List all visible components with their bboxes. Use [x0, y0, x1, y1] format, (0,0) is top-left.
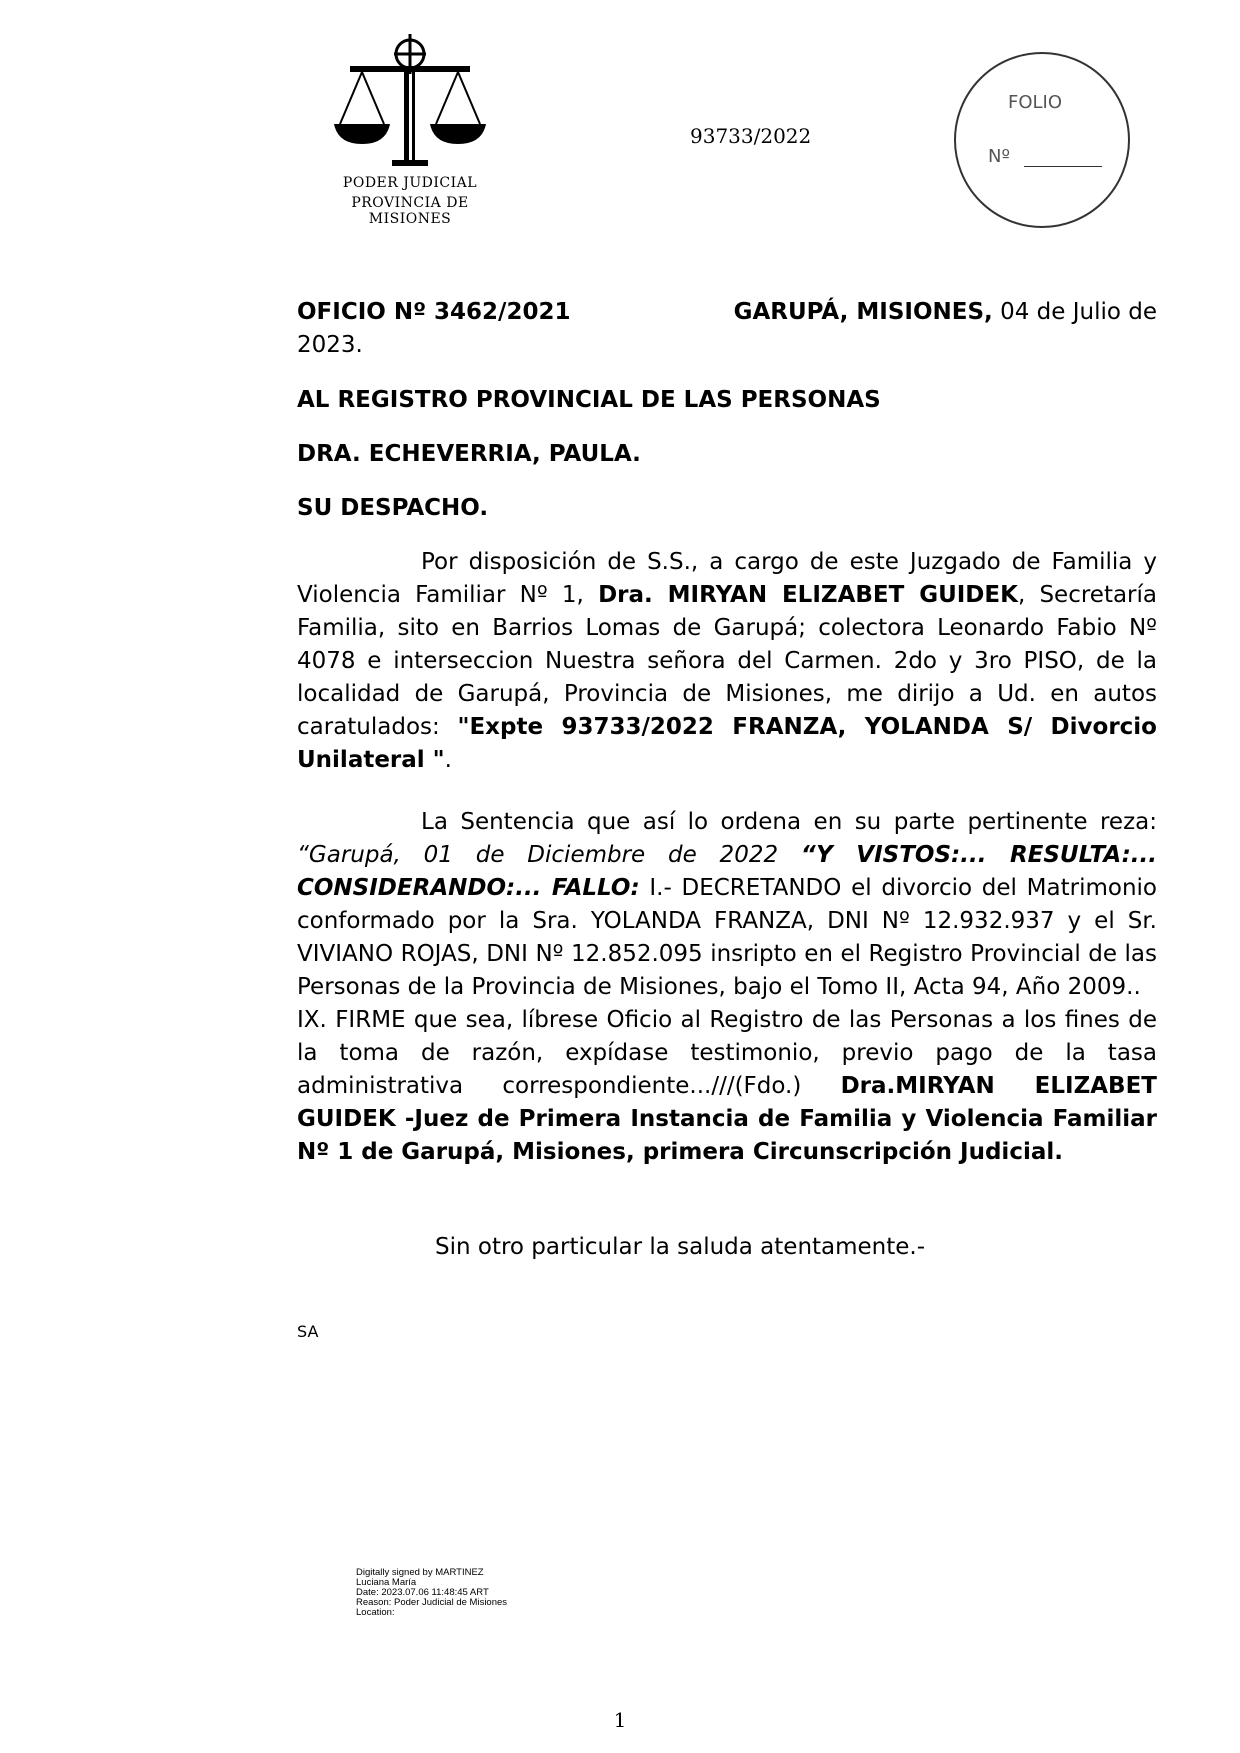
date-part1: 04 de Julio de — [1000, 299, 1157, 325]
signature-line3: Date: 2023.07.06 11:48:45 ART — [356, 1587, 489, 1598]
paragraph-3 — [297, 1004, 1157, 1169]
signature-line5: Location: — [356, 1607, 395, 1618]
signature-line4: Reason: Poder Judicial de Misiones — [356, 1597, 508, 1608]
folio-number-line — [1024, 166, 1102, 167]
digital-signature — [356, 1568, 507, 1618]
folio-number-label: Nº — [988, 146, 1010, 167]
letter-body — [297, 296, 1157, 1264]
place-date — [734, 296, 1157, 329]
case-number: 93733/2022 — [690, 124, 812, 148]
institution-name: PODER JUDICIAL — [342, 175, 478, 191]
judge-name: Dra. MIRYAN ELIZABET GUIDEK — [598, 582, 1018, 608]
scales-of-justice-icon — [330, 32, 490, 172]
date-part2: 2023. — [297, 332, 363, 358]
folio-stamp — [954, 52, 1130, 228]
place: GARUPÁ, MISIONES, — [733, 299, 993, 325]
letter-header-row — [297, 296, 1157, 329]
page-number: 1 — [613, 1708, 627, 1732]
recipient-line3: SU DESPACHO. — [297, 495, 489, 521]
p2-text-b: I.- DECRETANDO el divorcio del Matrimonio conformado por la Sra. YOLANDA FRANZA, DNI Nº 12.932.937 y el Sr. VIVIANO ROJAS, DNI Nº 12.852.095 insripto en el Registro Provincial de las Personas de la Provincia de Misiones, bajo el Tomo II, Acta 94, Año 2009.. — [297, 875, 1157, 1000]
p1-text-a: Por disposición de S.S., a cargo de este Juzgado de Familia y Violencia Familiar Nº 1, — [297, 549, 1157, 608]
closing-line: Sin otro particular la saluda atentamente.- — [435, 1234, 926, 1260]
p1-text-b: , Secretaría Familia, sito en Barrios Lomas de Garupá; colectora Leonardo Fabio Nº 4078 e interseccion Nuestra señora del Carmen. 2do y 3ro PISO, de la localidad de Garupá, Provincia de Misiones, me dirijo a Ud. en autos caratulados: — [297, 582, 1157, 740]
recipient-line1: AL REGISTRO PROVINCIAL DE LAS PERSONAS — [297, 387, 881, 413]
paragraph-2 — [297, 806, 1157, 1004]
signature-line1: Digitally signed by MARTINEZ — [356, 1567, 484, 1578]
p2-text-a: La Sentencia que así lo ordena en su parte pertinente reza: — [421, 809, 1157, 835]
oficio-number: OFICIO Nº 3462/2021 — [297, 299, 571, 325]
judge-signature-text: Dra.MIRYAN ELIZABET GUIDEK -Juez de Primera Instancia de Familia y Violencia Familiar Nº 1 de Garupá, Misiones, primera Circunscripción Judicial. — [297, 1073, 1157, 1165]
author-initials: SA — [297, 1322, 319, 1341]
expediente-title: "Expte 93733/2022 FRANZA, YOLANDA S/ Divorcio Unilateral " — [297, 714, 1157, 773]
p1-end: . — [444, 747, 452, 773]
recipient-line2: DRA. ECHEVERRIA, PAULA. — [297, 441, 641, 467]
folio-label: FOLIO — [1008, 92, 1063, 113]
judicial-logo — [310, 32, 510, 227]
p2-text-c: IX. FIRME que sea, líbrese Oficio al Registro de las Personas a los fines de la toma de razón, expídase testimonio, previo pago de la tasa administrativa correspondiente...///(Fdo.) — [297, 1007, 1157, 1099]
sentence-vistos: “Y VISTOS:... RESULTA:... CONSIDERANDO:... FALLO: — [297, 842, 1157, 901]
signature-line2: Luciana María — [356, 1577, 417, 1588]
paragraph-1 — [297, 546, 1157, 777]
institution-province: PROVINCIA DE MISIONES — [351, 195, 469, 227]
sentence-date: “Garupá, 01 de Diciembre de 2022 — [297, 842, 801, 868]
